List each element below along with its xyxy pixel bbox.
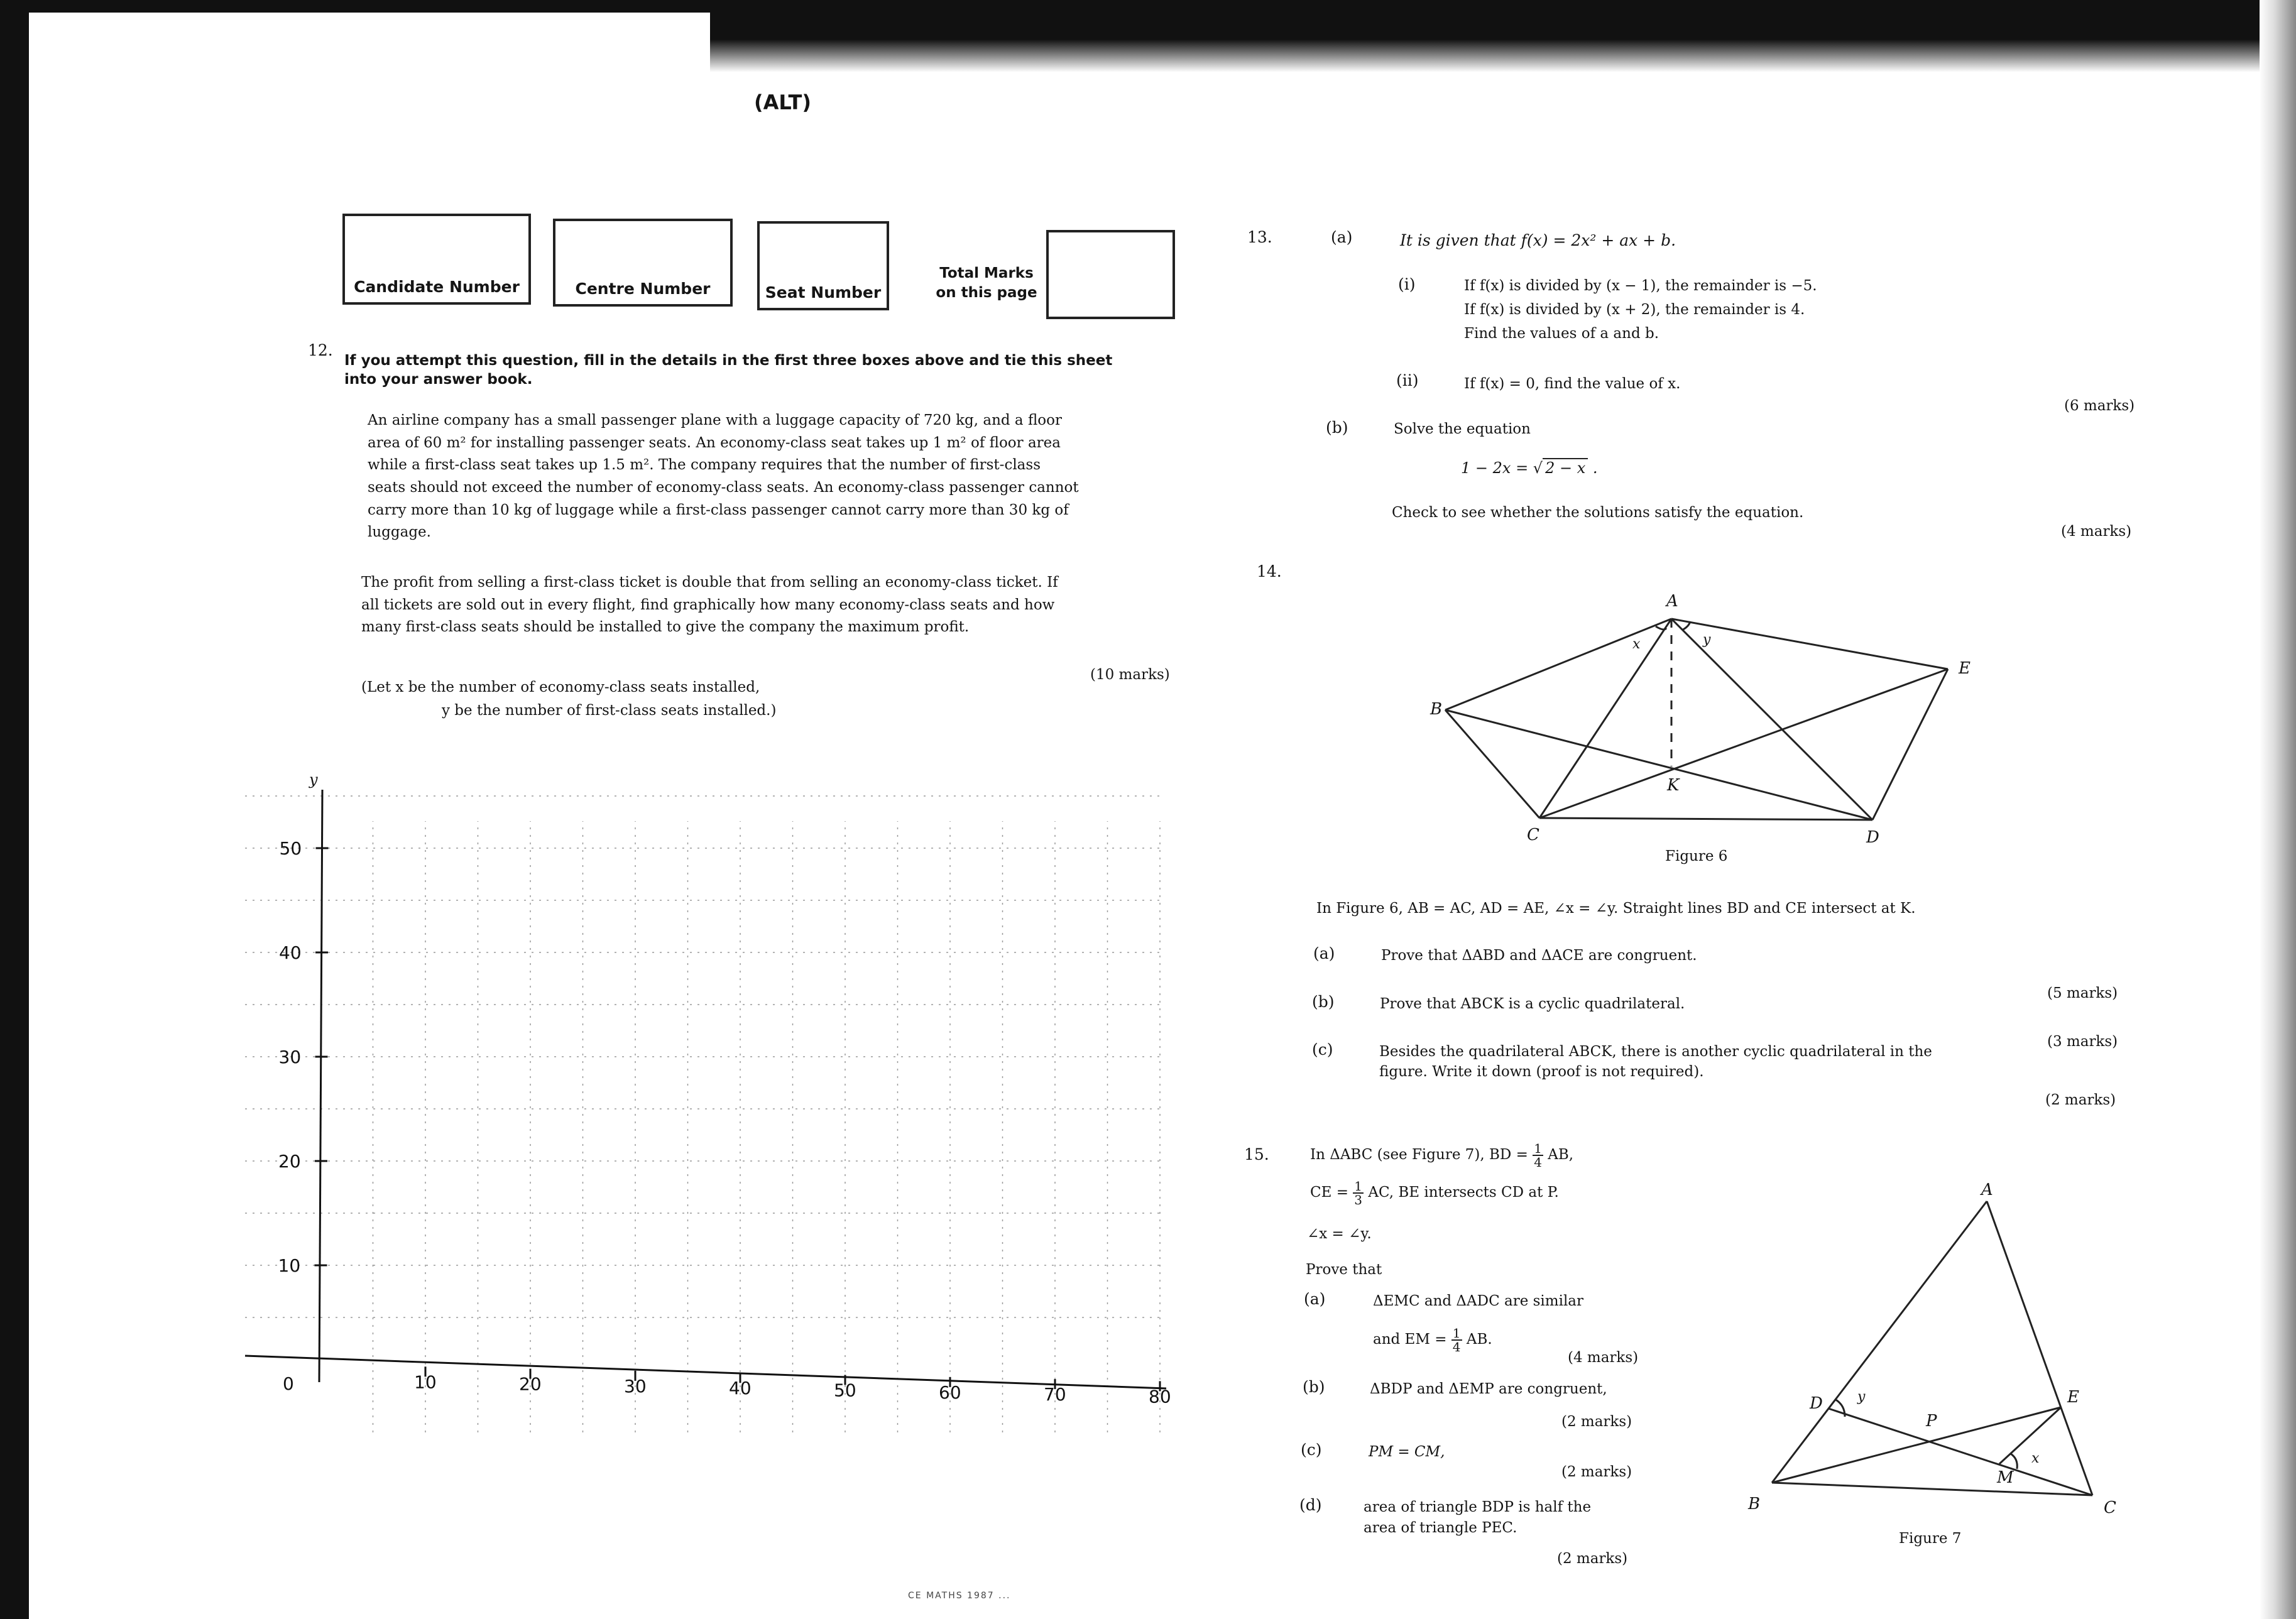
y-tick-label: 30	[278, 1047, 302, 1067]
q14-number: 14.	[1257, 562, 1282, 581]
fig7-label-B: B	[1748, 1495, 1761, 1513]
q14-a-text: Prove that ΔABD and ΔACE are congruent.	[1381, 947, 1697, 964]
q15-d-line2: area of triangle PEC.	[1364, 1520, 1517, 1537]
fig6-caption: Figure 6	[1665, 848, 1728, 864]
origin-label: 0	[283, 1373, 294, 1394]
q15-prove-that: Prove that	[1306, 1262, 1382, 1278]
q13-ii-text: If f(x) = 0, find the value of x.	[1464, 376, 1681, 392]
q15-line1	[1310, 1142, 1573, 1169]
fig6-label-x: x	[1632, 636, 1641, 652]
fig7-label-P: P	[1926, 1412, 1937, 1431]
y-axis-label: y	[309, 771, 318, 788]
q15-a-line2-b: AB.	[1466, 1331, 1492, 1348]
figure-7	[1734, 1175, 2124, 1527]
q14-c-line1: Besides the quadrilateral ABCK, there is another cyclic quadrilateral in the	[1379, 1044, 1932, 1060]
q15-d-body	[1364, 1497, 1591, 1539]
q14-c-label: (c)	[1312, 1040, 1333, 1059]
scan-top-right-shadow	[710, 13, 2260, 72]
centre-number-label: Centre Number	[575, 279, 711, 298]
fig6-label-E: E	[1959, 659, 1971, 678]
q15-d-marks: (2 marks)	[1557, 1551, 1628, 1567]
x-axis	[245, 1356, 1166, 1388]
fig6-label-D: D	[1866, 828, 1879, 847]
fig6-line-AB	[1445, 619, 1671, 710]
scan-top-edge	[0, 0, 2296, 13]
q15-c-marks: (2 marks)	[1561, 1464, 1632, 1480]
fig7-line-AC	[1987, 1201, 2092, 1495]
q13-b-text: Solve the equation	[1394, 421, 1531, 437]
q13-b-eq-radicand: 2 − x	[1543, 458, 1588, 477]
q13-a-text: It is given that f(x) = 2x² + ax + b.	[1400, 231, 1676, 249]
q12-instr-line2: into your answer book.	[344, 371, 533, 388]
q12-graph[interactable]	[220, 748, 1194, 1470]
q12-let	[361, 676, 776, 722]
q15-number: 15.	[1244, 1145, 1269, 1164]
x-tick-label: 80	[1149, 1386, 1171, 1407]
q15-d-label: (d)	[1299, 1496, 1322, 1514]
candidate-number-label: Candidate Number	[354, 277, 520, 296]
q15-a-frac-den: 4	[1452, 1339, 1461, 1355]
fig7-label-y: y	[1857, 1389, 1866, 1405]
seat-number-label: Seat Number	[765, 283, 882, 302]
q15-b-marks: (2 marks)	[1561, 1414, 1632, 1430]
fig6-angle-y-arc	[1682, 621, 1690, 630]
fig6-label-A: A	[1666, 592, 1678, 611]
q13-i-label: (i)	[1398, 275, 1416, 293]
q15-line2-frac	[1353, 1180, 1364, 1206]
q14-c-body	[1379, 1042, 1932, 1082]
q15-a-line2-a: and EM =	[1373, 1331, 1447, 1348]
q15-a-frac-num: 1	[1452, 1326, 1461, 1341]
q13-a-marks: (6 marks)	[2064, 398, 2135, 414]
q12-paragraph-1	[368, 410, 1184, 544]
y-tick-label: 40	[279, 942, 302, 963]
x-tick-label: 60	[939, 1382, 961, 1403]
q15-line2-frac-num: 1	[1354, 1179, 1363, 1194]
q15-line1-frac-num: 1	[1534, 1141, 1542, 1156]
q15-a-label: (a)	[1304, 1290, 1326, 1308]
q15-line1-frac	[1533, 1142, 1543, 1169]
q15-line2-frac-den: 3	[1354, 1192, 1363, 1207]
q13-b-equation: 1 − 2x = √ 2 − x .	[1461, 459, 1598, 477]
q13-a-label: (a)	[1331, 228, 1353, 246]
q15-line2	[1310, 1180, 1559, 1206]
q15-line3: ∠x = ∠y.	[1307, 1226, 1372, 1242]
q12-p1-line4: seats should not exceed the number of economy-class seats. An economy-class passenger cannot	[368, 479, 1079, 496]
q14-c-marks: (2 marks)	[2045, 1092, 2116, 1108]
y-tick-label: 10	[278, 1255, 301, 1276]
centre-number-box[interactable]	[553, 219, 733, 307]
fig6-label-C: C	[1527, 826, 1539, 844]
fig7-angle-x-arc	[2011, 1454, 2017, 1469]
q12-number: 12.	[308, 341, 333, 359]
total-marks-line2: on this page	[936, 285, 1037, 302]
q13-b-check: Check to see whether the solutions satisfy the equation.	[1392, 504, 1804, 521]
q14-b-text: Prove that ABCK is a cyclic quadrilateral.	[1380, 996, 1685, 1012]
q14-c-line2: figure. Write it down (proof is not required).	[1379, 1064, 1704, 1081]
q13-i-line2: If f(x) is divided by (x + 2), the remainder is 4.	[1464, 301, 1805, 318]
q12-p2-line3: many first-class seats should be installed to give the company the maximum profit.	[361, 619, 970, 636]
q14-b-marks: (3 marks)	[2047, 1033, 2118, 1050]
q13-b-eq-left: 1 − 2x = √	[1461, 459, 1543, 477]
fig7-label-A: A	[1981, 1180, 1993, 1199]
q13-i-line3: Find the values of a and b.	[1464, 325, 1659, 342]
q13-b-label: (b)	[1326, 418, 1348, 437]
q14-a-label: (a)	[1313, 944, 1335, 962]
fig6-label-y: y	[1703, 632, 1711, 648]
q14-b-label: (b)	[1312, 993, 1335, 1011]
q12-p1-line1: An airline company has a small passenger plane with a luggage capacity of 720 kg, and a floor	[368, 412, 1062, 428]
q12-p2-line2: all tickets are sold out in every flight, find graphically how many economy-class seats and how	[361, 596, 1055, 613]
q13-ii-label: (ii)	[1396, 371, 1419, 390]
q12-paragraph-2	[361, 572, 1184, 639]
q13-b-marks: (4 marks)	[2061, 523, 2132, 540]
header-mark: (ALT)	[754, 90, 811, 114]
y-tick-label: 50	[279, 838, 302, 859]
q12-let-line2: y be the number of first-class seats installed.)	[442, 702, 777, 719]
q12-instruction	[344, 352, 1174, 390]
q15-a-line2	[1373, 1327, 1492, 1353]
seat-number-box[interactable]	[757, 221, 889, 310]
q13-i-line1: If f(x) is divided by (x − 1), the remainder is −5.	[1464, 278, 1817, 294]
fig7-line-DC	[1829, 1409, 2092, 1495]
q12-instr-line1: If you attempt this question, fill in the details in the first three boxes above and tie this sheet	[344, 352, 1113, 369]
fig6-line-BD	[1445, 710, 1872, 820]
fig7-label-D: D	[1810, 1394, 1823, 1413]
fig7-label-E: E	[2067, 1388, 2079, 1407]
q13-i-body	[1464, 275, 1817, 346]
fig7-line-AB	[1772, 1201, 1987, 1483]
total-marks-line1: Total Marks	[939, 265, 1034, 281]
fig6-line-BC	[1445, 710, 1539, 818]
candidate-number-box[interactable]	[342, 214, 531, 305]
q15-line2-a: CE =	[1310, 1184, 1348, 1201]
fig7-label-C: C	[2104, 1498, 2116, 1517]
q15-c-text: PM = CM,	[1369, 1444, 1445, 1460]
y-axis	[319, 790, 322, 1382]
x-tick-label: 70	[1044, 1384, 1066, 1405]
total-marks-box[interactable]	[1046, 230, 1175, 319]
q15-line1-b: AB,	[1548, 1147, 1574, 1163]
q12-p1-line6: luggage.	[368, 524, 431, 541]
q14-intro: In Figure 6, AB = AC, AD = AE, ∠x = ∠y. Straight lines BD and CE intersect at K.	[1316, 900, 1916, 917]
q15-line1-frac-den: 4	[1534, 1155, 1542, 1170]
scan-right-edge	[2260, 0, 2296, 1619]
fig7-caption: Figure 7	[1899, 1530, 1962, 1547]
q15-d-line1: area of triangle BDP is half the	[1364, 1499, 1592, 1515]
q15-b-label: (b)	[1303, 1378, 1325, 1396]
q13-number: 13.	[1247, 228, 1272, 246]
q15-c-label: (c)	[1301, 1441, 1322, 1459]
q12-p1-line2: area of 60 m² for installing passenger seats. An economy-class seat takes up 1 m² of floor area	[368, 434, 1061, 451]
x-tick-label: 10	[414, 1371, 437, 1393]
x-tick-label: 50	[834, 1380, 856, 1401]
q15-a-frac	[1451, 1327, 1462, 1353]
fig7-label-x: x	[2031, 1451, 2040, 1466]
x-tick-label: 30	[624, 1375, 647, 1397]
q15-b-text: ΔBDP and ΔEMP are congruent,	[1370, 1381, 1607, 1397]
q15-line2-b: AC, BE intersects CD at P.	[1368, 1184, 1559, 1201]
q12-p2-line1: The profit from selling a first-class ticket is double that from selling an economy-class ticket. If	[361, 574, 1058, 591]
fig6-line-CD	[1539, 818, 1872, 820]
page-footer: CE MATHS 1987 ...	[908, 1591, 1011, 1601]
fig6-label-K: K	[1667, 776, 1680, 795]
fig6-label-B: B	[1430, 700, 1443, 719]
x-tick-label: 20	[519, 1373, 542, 1395]
q15-a-marks: (4 marks)	[1568, 1349, 1639, 1366]
scan-left-edge	[0, 0, 29, 1619]
q12-let-line1: (Let x be the number of economy-class seats installed,	[361, 679, 760, 695]
fig7-label-M: M	[1997, 1468, 2014, 1487]
q14-a-marks: (5 marks)	[2047, 985, 2118, 1001]
y-tick-label: 20	[278, 1151, 301, 1172]
q15-line1-a: In ΔABC (see Figure 7), BD =	[1310, 1147, 1528, 1163]
fig7-line-BC	[1772, 1483, 2092, 1495]
total-marks-label	[924, 264, 1049, 303]
q15-a-line1: ΔEMC and ΔADC are similar	[1373, 1293, 1584, 1309]
q12-p1-line3: while a first-class seat takes up 1.5 m². The company requires that the number of first-class	[368, 457, 1041, 474]
figure-6	[1408, 581, 1986, 864]
q12-marks: (10 marks)	[1090, 667, 1170, 683]
fig6-line-AC	[1539, 619, 1671, 818]
x-tick-label: 40	[729, 1378, 752, 1399]
q12-p1-line5: carry more than 10 kg of luggage while a first-class passenger cannot carry more than 30 kg of	[368, 501, 1069, 518]
